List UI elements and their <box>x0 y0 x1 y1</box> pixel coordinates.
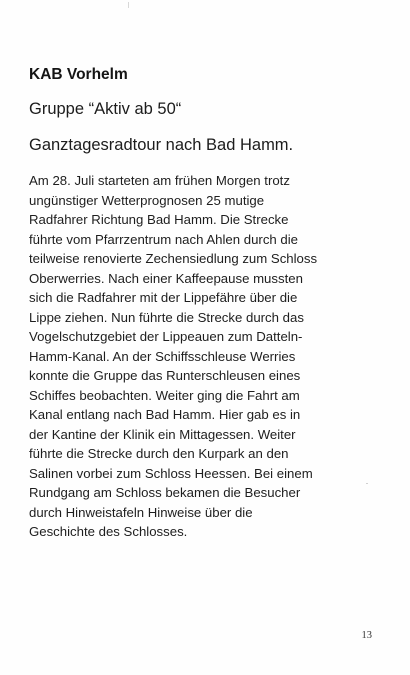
body-line: konnte die Gruppe das Runterschleusen eines <box>29 368 301 383</box>
body-line: Hamm-Kanal. An der Schiffsschleuse Werries <box>29 348 296 364</box>
body-line: der Kantine der Klinik ein Mittagessen. Weiter <box>29 426 296 442</box>
body-line: sich die Radfahrer mit der Lippefähre über die <box>29 290 298 305</box>
body-line: Geschichte des Schlosses. <box>29 524 188 539</box>
body-line: Am 28. Juli starteten am frühen Morgen trotz <box>29 173 290 188</box>
body-line: Schiffes beobachten. Weiter ging die Fahrt am <box>29 387 300 403</box>
body-line: Salinen vorbei zum Schloss Heessen. Bei einem <box>29 465 313 481</box>
body-line: ungünstiger Wetterprognosen 25 mutige <box>29 192 265 208</box>
body-line: führte vom Pfarrzentrum nach Ahlen durch die <box>29 231 299 247</box>
body-line: Lippe ziehen. Nun führte die Strecke durch das <box>29 309 304 325</box>
body-line: Kanal entlang nach Bad Hamm. Hier gab es in <box>29 407 301 422</box>
article-body <box>29 171 374 542</box>
tour-title: Ganztagesradtour nach Bad Hamm. <box>29 136 294 154</box>
body-line: Rundgang am Schloss bekamen die Besucher <box>29 485 301 500</box>
body-line: teilweise renovierte Zechensiedlung zum Schloss <box>29 251 318 266</box>
body-line: Vogelschutzgebiet der Lippeauen zum Datteln- <box>29 329 303 344</box>
organization-title: KAB Vorhelm <box>29 66 128 83</box>
body-line: Radfahrer Richtung Bad Hamm. Die Strecke <box>29 212 289 227</box>
body-line: führte die Strecke durch den Kurpark an den <box>29 446 289 461</box>
body-line: Oberwerries. Nach einer Kaffeepause mussten <box>29 270 303 286</box>
group-title: Gruppe “Aktiv ab 50“ <box>29 100 182 118</box>
scan-artifact <box>128 2 129 8</box>
page-number: 13 <box>361 630 372 641</box>
body-line: durch Hinweistafeln Hinweise über die <box>29 504 253 520</box>
